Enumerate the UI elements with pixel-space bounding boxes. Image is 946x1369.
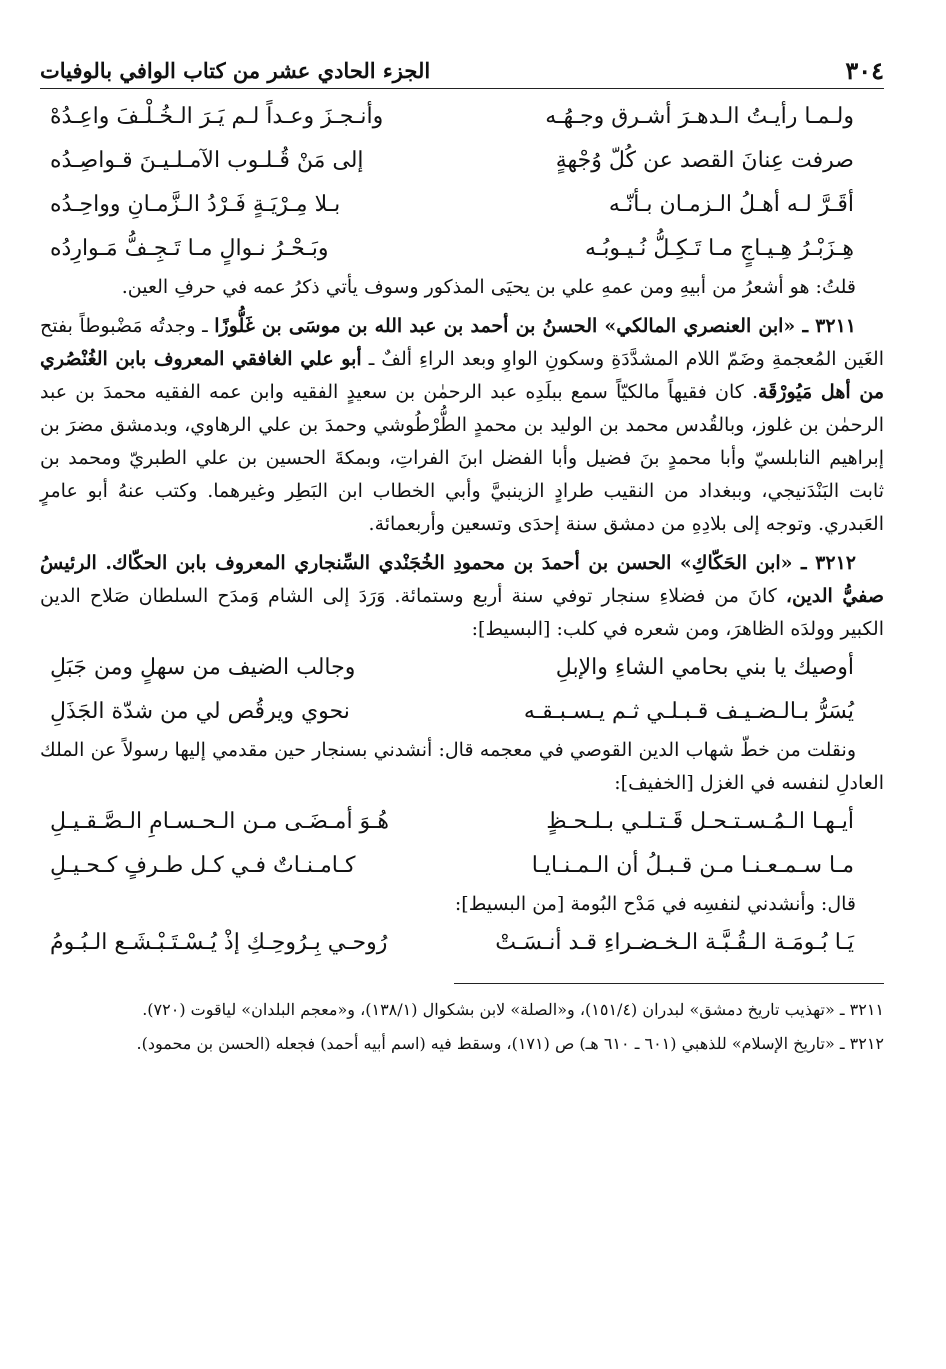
hemistich-second: رُوحـي بِـرُوحِـكِ إذْ يُـسْـتَـبْـشَـع الـبُـومُ: [50, 930, 388, 955]
footnotes: [40, 996, 884, 1058]
hemistich-first: أوصيك يا بني بحامي الشاءِ والإبلِ: [555, 655, 854, 680]
hemistich-first: ولـمـا رأيـتُ الـدهـرَ أشـرق وجـهُـه: [545, 104, 854, 129]
verse: [40, 844, 884, 888]
entry-text: كانَ من فضلاءِ سنجار توفي سنة أربع وستمائة. وَرَدَ إلى الشام وَمدَح السلطان صَلاح الدين الكبير وولدَه الظاهرَ، ومن شعره في كلب: [البسيط]:: [40, 585, 884, 640]
paragraph-quote-intro: ونقلت من خطّ شهاب الدين القوصي في معجمه قال: أنشدني بسنجار حين مقدمي إليها رسولاً عن الملك العادلِ لنفسه في الغزل [الخفيف]:: [40, 739, 884, 794]
page-header: [40, 48, 884, 89]
verse: [40, 183, 884, 227]
running-title: الجزء الحادي عشر من كتاب الوافي بالوفيات: [40, 58, 431, 83]
entry-kunya: أبو علي الغافقي المعروف بابن الغُنْصُري من أهل مَيُورْقَة: [40, 348, 884, 403]
paragraph-remark: قلتُ: هو أشعرُ من أبيهِ ومن عمهِ علي بن يحيَى المذكور وسوف يأتي ذكرُ عمه في حرفِ العين.: [121, 276, 856, 298]
hemistich-second: وجالب الضيف من سهلٍ ومن جَبَلِ: [50, 655, 356, 680]
verse: [40, 227, 884, 271]
hemistich-first: يُسَرُّ بـالـضـيـف قـبـلـي ثـم يـسـبـقـه: [523, 699, 854, 724]
entry-text: . كان فقيهاً مالكيّاً سمع ببلَدِه عبد الرحمٰن بن سعيدٍ الفقيه وابن عمه الفقيه محمدَ بن عبد الرحمٰن بن غلوز، وبالقُدس محمد بن الوليد بن محمدٍ الطُّرْطُوشي وحمدَ بن علي الرهاوي، وبدمشق مضرَ بن إبراهيم النابلسيّ وأبا محمدٍ بنَ فضيل وأبا الفضل ابنَ الفراتِ، وبمكةَ الحسين بن علي الطبريّ ومحمد بن ثابت البَنْدَنيجي، وببغداد من النقيب طرادٍ الزينبيَّ وأبي الخطاب ابن البَطِر وغيرهما. وكتب عنهُ أبو عامرٍ العَبدري. وتوجه إلى بلادِهِ من دمشق سنة إحدَى وتسعين وأربعمائة.: [40, 381, 884, 535]
hemistich-second: وبَـحْـرُ نـوالٍ مـا تَـجِـفُّ مَـوارِدُه: [50, 236, 329, 261]
verse: [40, 690, 884, 734]
entry-heading: ٣٢١٢ ـ «ابن الحَكّاكِ» الحسن بن أحمدَ بن محمودِ الخُجَنْدي السِّنجاري المعروف بابن الحكّاك. الرئيسُ صفيُّ الدين،: [40, 552, 884, 607]
hemistich-second: هُـوَ أمـضَـى مـن الـحـسـامِ الـصَّـقـيـلِ: [50, 809, 389, 834]
hemistich-first: أيـهـا الـمُـسـتـحـل قَـتـلـي بـلـحـظٍ: [546, 809, 854, 834]
hemistich-second: نحوي ويرقُص لي من شدّة الجَذَلِ: [50, 699, 350, 724]
hemistich-first: مـا سـمـعـنـا مـن قـبـلُ أن الـمـنـايـا: [531, 853, 854, 878]
book-page: [40, 48, 884, 1329]
hemistich-second: بـلا مِـرْيَـةٍ فَـرْدُ الـزَّمـانِ وواحِـدُه: [50, 192, 341, 217]
verse: [40, 139, 884, 183]
entry-3212: [40, 547, 884, 646]
hemistich-first: صرفت عِنانَ القصد عن كُلّ وُجْهةٍ: [555, 148, 854, 173]
poem-4: [40, 921, 884, 965]
hemistich-second: إلى مَنْ قُـلـوب الآمـلـيـنَ قـواصِـدُه: [50, 148, 364, 173]
footnote-3211: ٣٢١١ ـ «تهذيب تاريخ دمشق» لبدران (١٥١/٤)، و«الصلة» لابن بشكوال (١٣٨/١)، و«معجم البلدان» لياقوت (٧٢٠).: [142, 1000, 884, 1019]
footnote-separator: [454, 983, 884, 984]
paragraph-quote-intro-2: قال: وأنشدني لنفسِه في مَدْح البُومة [من البسيط]:: [454, 893, 856, 915]
verse: [40, 646, 884, 690]
page-number: ٣٠٤: [845, 56, 884, 85]
poem-2: [40, 646, 884, 734]
hemistich-first: هِـزَبْـرُ هِـيـاجٍ مـا تَـكِـلُّ نُـيـوبُـه: [584, 236, 854, 261]
hemistich-first: أقَـرَّ لـه أهـلُ الـزمـان بـأنّـه: [608, 192, 854, 217]
verse: [40, 800, 884, 844]
poem-1: [40, 95, 884, 271]
verse: [40, 921, 884, 965]
hemistich-first: يَـا بُـومَـة الـقُـبَّـة الـخـضـراءِ قـد أنـسَـتْ: [495, 930, 854, 955]
entry-heading: ٣٢١١ ـ «ابن العنصري المالكي» الحسنُ بن أحمد بن عبد الله بن موسَى بن غَلُّوزًا: [214, 315, 856, 337]
footnote-3212: ٣٢١٢ ـ «تاريخ الإسلام» للذهبي (٦٠١ ـ ٦١٠ هـ) ص (١٧١)، وسقط فيه (اسم أبيه أحمد) فجعله (الحسن بن محمود).: [136, 1034, 884, 1053]
entry-3211: [40, 310, 884, 541]
entry-text: ـ وجدتُه مَضْبوطاً بفتح الغَين المُعجمةِ وضَمّ اللام المشدَّدَةِ وسكونِ الواوِ وبعد الراءِ ألفٌ ـ: [40, 315, 884, 370]
poem-3: [40, 800, 884, 888]
verse: [40, 95, 884, 139]
hemistich-second: كـامـنـاتٌ فـي كـل طـرفٍ كـحـيـلِ: [50, 853, 356, 878]
hemistich-second: وأنـجـزَ وعـداً لـم يَـرَ الـخُـلْـفَ واعِـدُهْ: [50, 104, 384, 129]
